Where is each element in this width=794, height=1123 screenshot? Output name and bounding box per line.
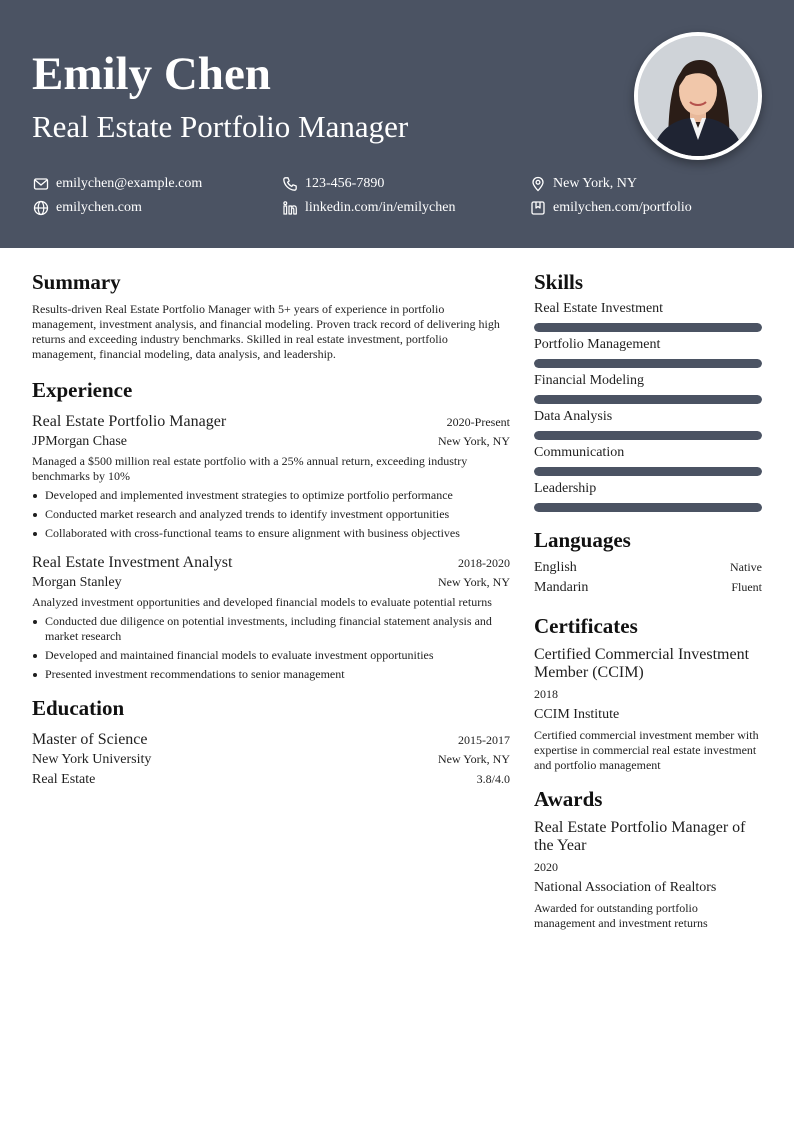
portrait-illustration: [638, 36, 758, 156]
job-bullet: Developed and maintained financial models to evaluate investment opportunities: [32, 648, 510, 663]
skill-bar-fill: [534, 503, 762, 512]
skill-bar: [534, 323, 762, 332]
language-name: Mandarin: [534, 580, 589, 595]
skill-bar-fill: [534, 431, 762, 440]
skill-item: [534, 372, 762, 404]
job-title: Real Estate Investment Analyst: [32, 554, 233, 571]
contact-phone-text: 123-456-7890: [305, 176, 385, 191]
language-level: Native: [730, 560, 762, 574]
location-pin-icon: [529, 176, 546, 193]
skill-item: [534, 300, 762, 332]
contact-website[interactable]: [32, 197, 142, 219]
job-description: Analyzed investment opportunities and developed financial models to evaluate potential returns: [32, 595, 492, 609]
education-heading: Education: [32, 696, 125, 720]
education-field: Real Estate: [32, 772, 96, 787]
certificate-year: 2018: [534, 687, 558, 701]
skill-item: [534, 408, 762, 440]
portfolio-icon: [529, 200, 546, 217]
education-gpa: 3.8/4.0: [476, 772, 510, 786]
job-location: New York, NY: [437, 575, 510, 589]
job-title: Real Estate Portfolio Manager: [32, 413, 227, 430]
certificates-heading: Certificates: [534, 614, 638, 638]
skills-section: [534, 268, 762, 512]
certificate-item: [534, 646, 762, 773]
language-item: [534, 558, 762, 578]
profile-photo: [634, 32, 762, 160]
skill-name: Financial Modeling: [534, 373, 645, 388]
skill-bar-fill: [534, 359, 762, 368]
resume-header: [0, 0, 794, 248]
job-bullet: Developed and implemented investment strategies to optimize portfolio performance: [32, 488, 510, 503]
certificate-title: Certified Commercial Investment Member (CCIM): [534, 646, 750, 681]
skill-name: Portfolio Management: [534, 337, 661, 352]
contact-website-text: emilychen.com: [56, 200, 142, 215]
award-description: Awarded for outstanding portfolio management and investment returns: [534, 901, 708, 930]
linkedin-icon: [281, 200, 298, 217]
certificate-description: Certified commercial investment member with expertise in commercial real estate investment and portfolio management: [534, 728, 759, 772]
experience-heading: Experience: [32, 378, 133, 402]
skill-name: Data Analysis: [534, 409, 613, 424]
phone-icon: [281, 176, 298, 193]
language-name: English: [534, 560, 577, 575]
skill-name: Communication: [534, 445, 625, 460]
job-bullet-list: [32, 488, 510, 541]
summary-section: [32, 268, 510, 362]
award-title: Real Estate Portfolio Manager of the Year: [534, 819, 746, 854]
skill-bar: [534, 359, 762, 368]
contact-portfolio-text: emilychen.com/portfolio: [553, 200, 692, 215]
award-year: 2020: [534, 860, 558, 874]
job-company: JPMorgan Chase: [32, 434, 128, 449]
job-bullet: Conducted due diligence on potential investments, including financial statement analysis and market research: [32, 614, 510, 644]
sidebar-column: [534, 268, 762, 931]
skill-bar: [534, 431, 762, 440]
globe-icon: [32, 200, 49, 217]
skill-bar-fill: [534, 467, 762, 476]
job-location: New York, NY: [437, 434, 510, 448]
skill-item: [534, 444, 762, 476]
job-bullet: Conducted market research and analyzed trends to identify investment opportunities: [32, 507, 510, 522]
language-level: Fluent: [731, 580, 762, 594]
skill-name: Real Estate Investment: [534, 301, 664, 316]
job-dates: 2020-Present: [446, 415, 510, 429]
languages-heading: Languages: [534, 528, 631, 552]
contact-linkedin[interactable]: [281, 197, 455, 219]
award-item: [534, 819, 762, 931]
contact-email[interactable]: [32, 173, 202, 195]
summary-heading: Summary: [32, 270, 121, 294]
experience-item: [32, 412, 510, 541]
education-dates: 2015-2017: [458, 733, 510, 747]
candidate-title: Real Estate Portfolio Manager: [32, 109, 409, 144]
education-location: New York, NY: [437, 752, 510, 766]
experience-item: [32, 553, 510, 682]
mail-icon: [32, 176, 49, 193]
certificate-issuer: CCIM Institute: [534, 707, 620, 722]
job-bullet: Presented investment recommendations to senior management: [32, 667, 510, 682]
contact-portfolio[interactable]: [529, 197, 692, 219]
job-bullet: Collaborated with cross-functional teams to ensure alignment with business objectives: [32, 526, 510, 541]
skill-bar: [534, 467, 762, 476]
awards-section: [534, 785, 762, 931]
skills-heading: Skills: [534, 270, 584, 294]
certificates-section: [534, 612, 762, 773]
summary-text: Results-driven Real Estate Portfolio Manager with 5+ years of experience in portfolio management, investment analysis, and financial modeling. Proven track record of delivering high returns and exceeding industry benchmarks. Skilled in real estate investment, portfolio management, financial modeling, data analysis, and leadership.: [32, 302, 500, 361]
experience-section: [32, 376, 510, 682]
skill-bar-fill: [534, 395, 762, 404]
contact-linkedin-text: linkedin.com/in/emilychen: [305, 200, 456, 215]
contact-email-text: emilychen@example.com: [56, 176, 203, 191]
skill-name: Leadership: [534, 481, 597, 496]
contact-location-text: New York, NY: [553, 176, 638, 191]
skill-item: [534, 336, 762, 368]
education-degree: Master of Science: [32, 731, 148, 748]
education-section: [32, 694, 510, 790]
job-bullet-list: [32, 614, 510, 682]
languages-section: [534, 526, 762, 598]
main-column: [32, 268, 510, 790]
skill-bar: [534, 503, 762, 512]
contact-phone[interactable]: [281, 173, 384, 195]
job-description: Managed a $500 million real estate portfolio with a 25% annual return, exceeding industry benchmarks by 10%: [32, 454, 468, 483]
education-school: New York University: [32, 752, 152, 767]
job-company: Morgan Stanley: [32, 575, 122, 590]
skill-bar: [534, 395, 762, 404]
candidate-name: Emily Chen: [32, 48, 271, 100]
awards-heading: Awards: [534, 787, 603, 811]
job-dates: 2018-2020: [458, 556, 510, 570]
award-organization: National Association of Realtors: [534, 880, 717, 895]
language-item: [534, 578, 762, 598]
skill-bar-fill: [534, 323, 762, 332]
skill-item: [534, 480, 762, 512]
contact-location: [529, 173, 637, 195]
